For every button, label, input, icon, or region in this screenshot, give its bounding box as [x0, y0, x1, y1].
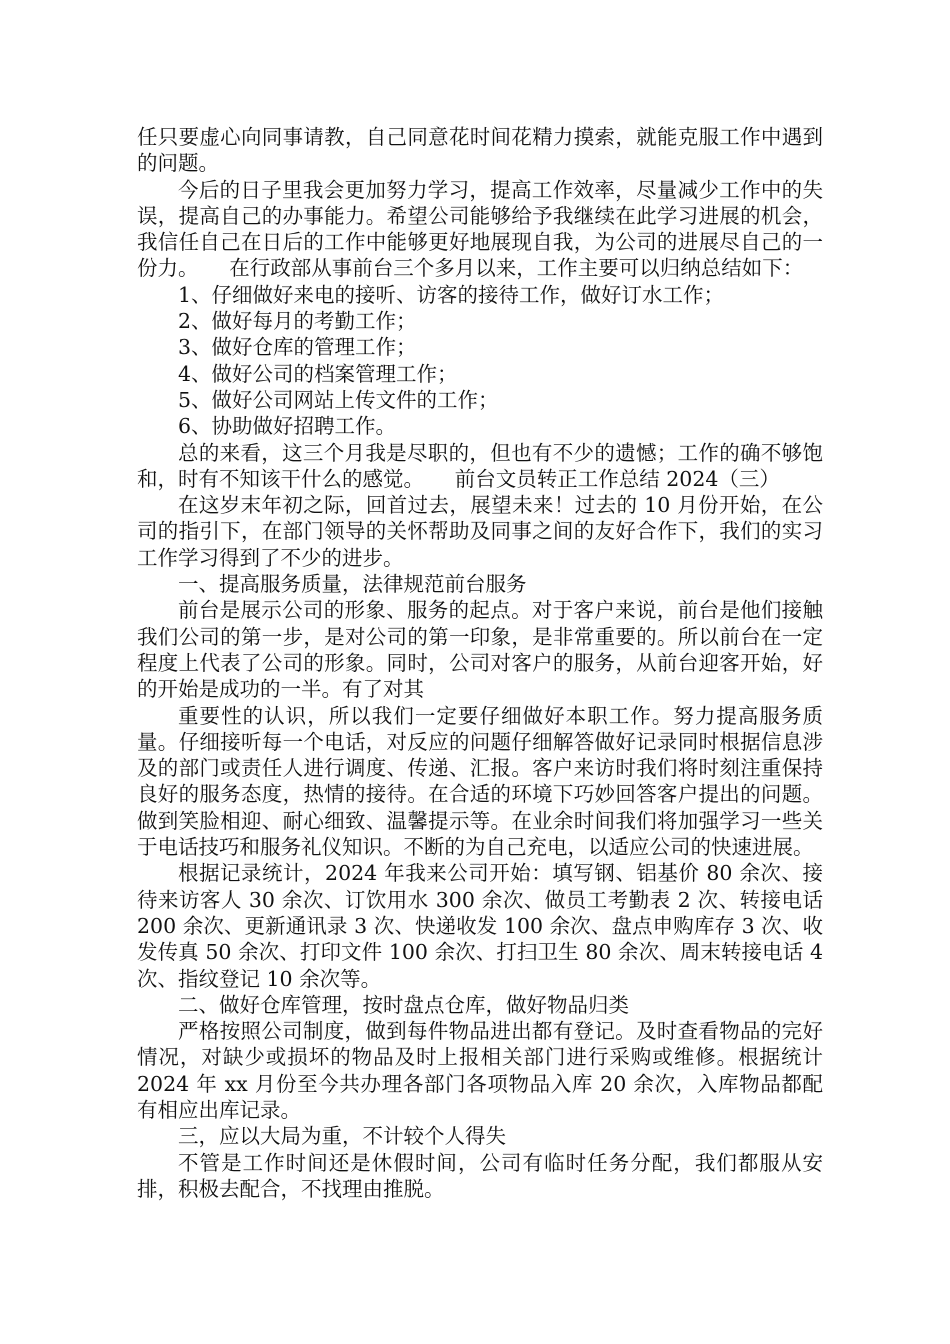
paragraph: 任只要虚心向同事请教，自己同意花时间花精力摸索，就能克服工作中遇到的问题。 — [137, 125, 823, 176]
list-item: 6、协助做好招聘工作。 — [178, 414, 397, 439]
section-heading: 三，应以大局为重，不计较个人得失 — [178, 1124, 506, 1149]
paragraph: 在这岁末年初之际，回首过去，展望未来！过去的 10 月份开始，在公司的指引下，在部门领导的关怀帮助及同事之间的友好合作下，我们的实习工作学习得到了不少的进步。 — [137, 493, 823, 570]
paragraph: 重要性的认识，所以我们一定要仔细做好本职工作。努力提高服务质量。仔细接听每一个电话，对反应的问题仔细解答做好记录同时根据信息涉及的部门或责任人进行调度、传递、汇报。客户来访时我们将时刻注重保持良好的服务态度，热情的接待。在合适的环境下巧妙回答客户提出的问题。做到笑脸相迎、耐心细致、温馨提示等。在业余时间我们将加强学习一些关于电话技巧和服务礼仪知识。不断的为自己充电，以适应公司的快速进展。 — [137, 703, 823, 860]
section-heading: 二、做好仓库管理，按时盘点仓库，做好物品归类 — [178, 992, 629, 1017]
list-item: 2、做好每月的考勤工作； — [178, 309, 417, 334]
list-item: 5、做好公司网站上传文件的工作； — [178, 387, 499, 412]
list-item: 4、做好公司的档案管理工作； — [178, 361, 458, 386]
paragraph: 总的来看，这三个月我是尽职的，但也有不少的遗憾；工作的确不够饱和，时有不知该干什么的感觉。 前台文员转正工作总结 2024（三） — [137, 440, 823, 491]
paragraph: 前台是展示公司的形象、服务的起点。对于客户来说，前台是他们接触我们公司的第一步，是对公司的第一印象，是非常重要的。所以前台在一定程度上代表了公司的形象。同时，公司对客户的服务，从前台迎客开始，好的开始是成功的一半。有了对其 — [137, 598, 823, 702]
paragraph: 根据记录统计，2024 年我来公司开始：填写钢、铝基价 80 余次、接待来访客人 30 余次、订饮用水 300 余次、做员工考勤表 2 次、转接电话 200 余次、更新通讯录 3 次、快递收发 100 余次、盘点申购库存 3 次、收发传真 50 余次、打印文件 100 余次、打扫卫生 80 余次、周末转接电话 4 次、指纹登记 10 余次等。 — [137, 861, 823, 991]
document-body — [137, 124, 823, 1202]
section-heading: 一、提高服务质量，法律规范前台服务 — [178, 572, 527, 597]
list-item: 3、做好仓库的管理工作； — [178, 335, 417, 360]
list-item: 1、仔细做好来电的接听、访客的接待工作，做好订水工作； — [178, 282, 725, 307]
paragraph: 严格按照公司制度，做到每件物品进出都有登记。及时查看物品的完好情况，对缺少或损坏的物品及时上报相关部门进行采购或维修。根据统计 2024 年 xx 月份至今共办理各部门各项物品入库 20 余次，入库物品都配有相应出库记录。 — [137, 1019, 823, 1122]
paragraph: 今后的日子里我会更加努力学习，提高工作效率，尽量减少工作中的失误，提高自己的办事能力。希望公司能够给予我继续在此学习进展的机会，我信任自己在日后的工作中能够更好地展现自我，为公司的进展尽自己的一份力。 在行政部从事前台三个多月以来，工作主要可以归纳总结如下： — [137, 177, 823, 281]
paragraph: 不管是工作时间还是休假时间，公司有临时任务分配，我们都服从安排，积极去配合，不找理由推脱。 — [137, 1150, 823, 1201]
